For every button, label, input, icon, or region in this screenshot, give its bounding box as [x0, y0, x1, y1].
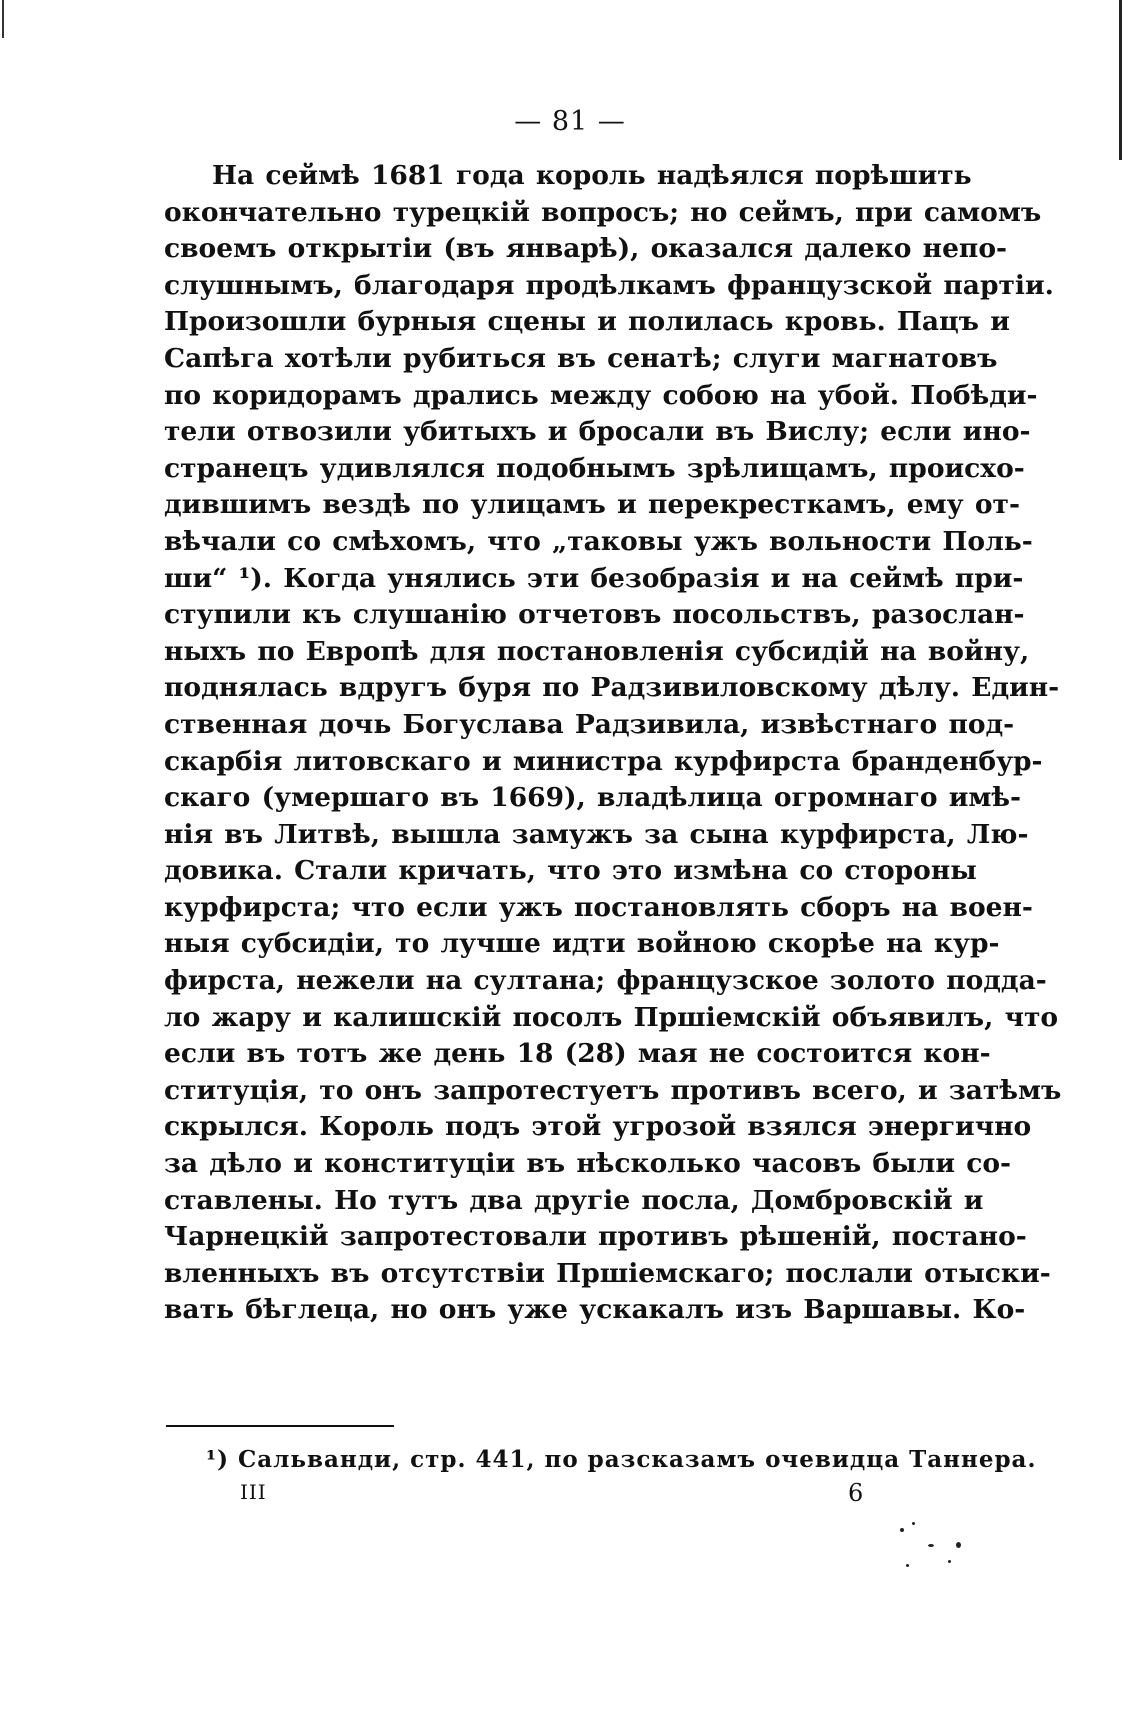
text-line: скрылся. Король подъ этой угрозой взялся энергично [164, 1111, 1032, 1143]
text-line: странецъ удивлялся подобнымъ зрѣлищамъ, происхо- [164, 452, 1025, 484]
ink-speck [906, 1564, 909, 1567]
text-line: Чарнецкій запротестовали противъ рѣшеній, постано- [164, 1221, 1027, 1253]
text-line: скаго (умершаго въ 1669), владѣлица огромнаго имѣ- [164, 782, 1022, 814]
text-line: вать бѣглеца, но онъ уже ускакалъ изъ Варшавы. Ко- [164, 1294, 1026, 1326]
text-line: ставлены. Но тутъ два другіе посла, Домбровскій и [164, 1184, 984, 1216]
text-line: дившимъ вездѣ по улицамъ и перекресткамъ, ему от- [164, 489, 1020, 521]
text-line: ныя субсидіи, то лучше идти войною скорѣе на кур- [164, 928, 1000, 960]
text-line: довика. Стали кричать, что это измѣна со стороны [164, 855, 977, 887]
page-edge-left [2, 0, 4, 38]
text-line: ституція, то онъ запротестуетъ противъ всего, и затѣмъ [164, 1074, 1062, 1106]
text-line: Произошли бурныя сцены и полилась кровь. Пацъ и [164, 306, 1010, 338]
text-line: если въ тотъ же день 18 (28) мая не состоится кон- [164, 1038, 991, 1070]
ink-speck [948, 1560, 951, 1563]
text-line: тели отвозили убитыхъ и бросали въ Вислу; если ино- [164, 416, 1031, 448]
page-number: — 81 — [514, 106, 626, 137]
text-line: ственная дочь Богуслава Радзивила, извѣстнаго под- [164, 708, 1015, 740]
sheet-signature: III [240, 1480, 267, 1504]
footnote-divider [166, 1425, 394, 1427]
text-line: по коридорамъ дрались между собою на убой. Побѣди- [164, 379, 1038, 411]
sheet-number: 6 [848, 1479, 864, 1507]
text-line: за дѣло и конституціи въ нѣсколько часовъ были со- [164, 1148, 1012, 1180]
ink-speck [912, 1522, 915, 1525]
text-line: ло жару и калишскій посолъ Пршіемскій объявилъ, что [164, 1001, 1059, 1033]
ink-speck [928, 1544, 934, 1547]
text-line: На сеймѣ 1681 года король надѣялся порѣшить [212, 160, 972, 191]
text-line: курфирста; что если ужъ постановлять сборъ на воен- [164, 891, 1033, 923]
footnote: ¹) Сальванди, стр. 441, по разсказамъ очевидца Таннера. [206, 1446, 1037, 1473]
text-line: ступили къ слушанію отчетовъ посольствъ, разослан- [164, 599, 1025, 631]
text-line: ши“ ¹). Когда унялись эти безобразія и на сеймѣ при- [164, 562, 1024, 594]
text-line: окончательно турецкій вопросъ; но сеймъ, при самомъ [164, 196, 1042, 228]
ink-specks [900, 1520, 990, 1590]
text-line: вленныхъ въ отсутствіи Пршіемскаго; послали отыски- [164, 1257, 1051, 1289]
ink-speck [956, 1542, 961, 1548]
ink-speck [900, 1528, 904, 1532]
text-line: слушнымъ, благодаря продѣлкамъ французской партіи. [164, 269, 1054, 301]
text-line: поднялась вдругъ буря по Радзивиловскому дѣлу. Един- [164, 672, 1060, 704]
main-text [164, 158, 1062, 1329]
text-line: скарбія литовскаго и министра курфирста бранденбур- [164, 745, 1043, 777]
text-line: вѣчали со смѣхомъ, что „таковы ужъ вольности Поль- [164, 525, 1033, 557]
text-line: своемъ открытіи (въ январѣ), оказался далеко непо- [164, 233, 1007, 265]
text-line: ныхъ по Европѣ для постановленія субсидій на войну, [164, 635, 1030, 667]
text-line: фирста, нежели на султана; французское золото подда- [164, 965, 1047, 997]
text-line: Сапѣга хотѣли рубиться въ сенатѣ; слуги магнатовъ [164, 342, 998, 374]
text-line: нія въ Литвѣ, вышла замужъ за сына курфирста, Лю- [164, 818, 1029, 850]
